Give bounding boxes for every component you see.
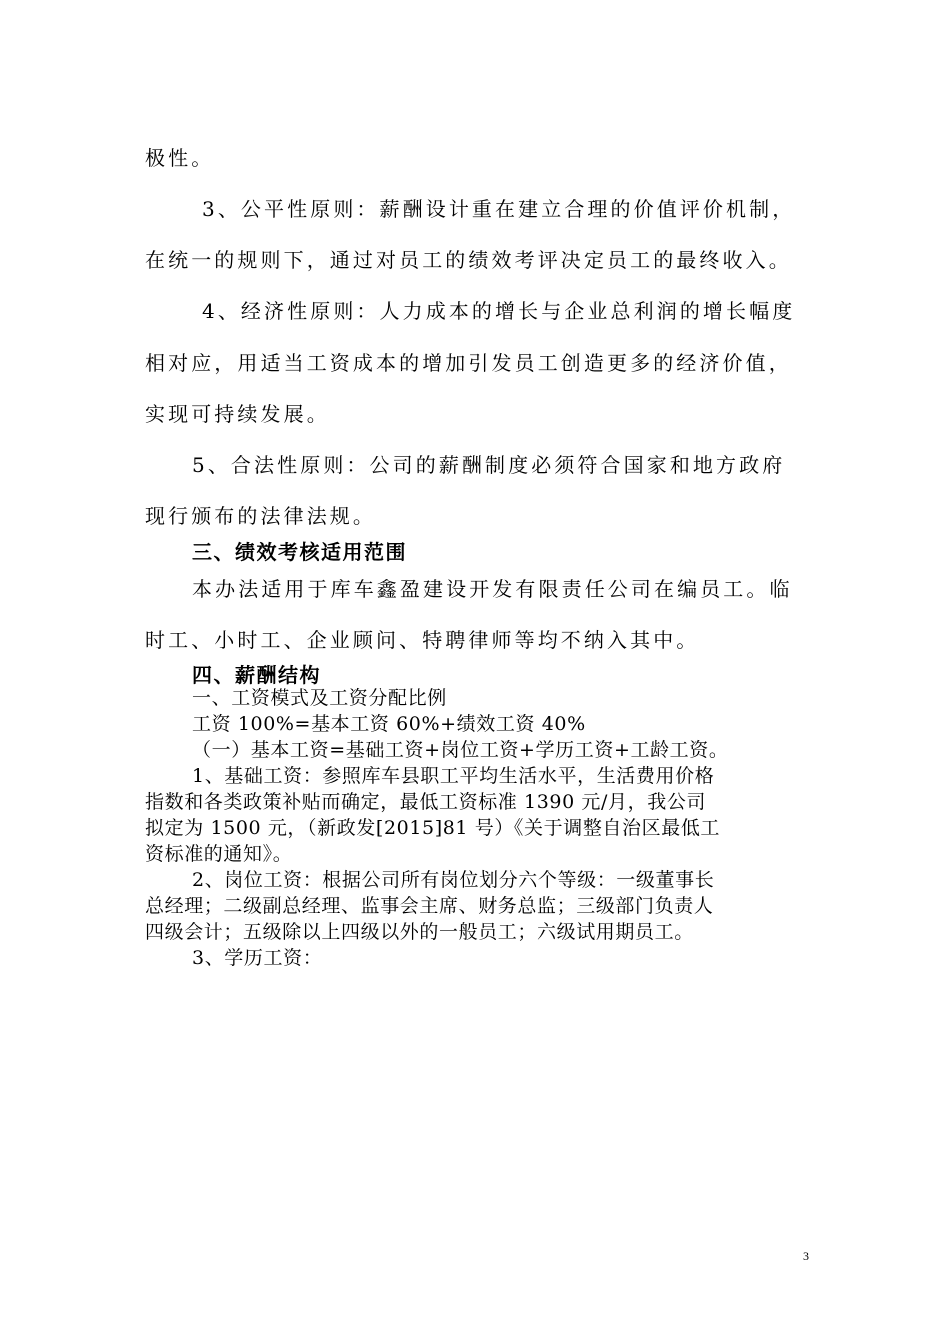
text-line: 拟定为 1500 元，（新政发[2015]81 号）《关于调整自治区最低工 [145, 817, 721, 839]
section-heading: 三、绩效考核适用范围 [192, 540, 407, 564]
text-line: 四级会计；五级除以上四级以外的一般员工；六级试用期员工。 [145, 921, 694, 943]
text-line: 指数和各类政策补贴而确定，最低工资标准 1390 元/月，我公司 [145, 791, 707, 813]
text-line: 在统一的规则下，通过对员工的绩效考评决定员工的最终收入。 [145, 248, 792, 272]
text-line: 相对应，用适当工资成本的增加引发员工创造更多的经济价值， [145, 351, 792, 375]
text-line: 3、学历工资： [192, 947, 323, 969]
text-line: 工资 100%=基本工资 60%+绩效工资 40% [192, 713, 586, 735]
section-heading: 四、薪酬结构 [192, 663, 321, 687]
text-line: 资标准的通知》。 [145, 843, 293, 865]
text-line: 本办法适用于库车鑫盈建设开发有限责任公司在编员工。临 [192, 577, 793, 601]
text-line: 总经理；二级副总经理、监事会主席、财务总监；三级部门负责人 [145, 895, 714, 917]
text-line: 极性。 [145, 146, 215, 170]
text-line: （一）基本工资=基础工资+岗位工资+学历工资+工龄工资。 [192, 739, 729, 761]
text-line: 现行颁布的法律法规。 [145, 504, 376, 528]
text-line: 4、经济性原则：人力成本的增长与企业总利润的增长幅度 [202, 299, 796, 323]
text-line: 实现可持续发展。 [145, 402, 330, 426]
text-line: 3、公平性原则：薪酬设计重在建立合理的价值评价机制， [202, 197, 796, 221]
text-line: 时工、小时工、企业顾问、特聘律师等均不纳入其中。 [145, 628, 700, 652]
text-line: 2、岗位工资：根据公司所有岗位划分六个等级：一级董事长 [192, 869, 715, 891]
text-line: 1、基础工资：参照库车县职工平均生活水平，生活费用价格 [192, 765, 715, 787]
text-line: 一、工资模式及工资分配比例 [192, 687, 447, 709]
text-line: 5、合法性原则：公司的薪酬制度必须符合国家和地方政府 [192, 453, 786, 477]
page-number: 3 [803, 1249, 809, 1263]
